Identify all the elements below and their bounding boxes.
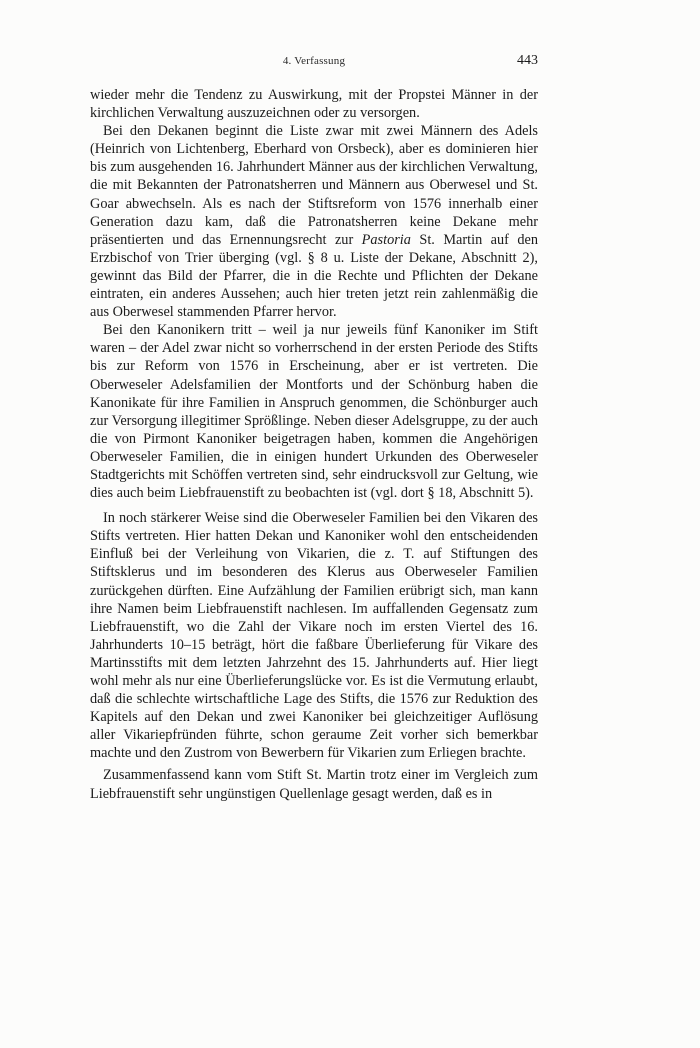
paragraph-zusammenfassung: Zusammenfassend kann vom Stift St. Martin trotz einer im Vergleich zum Liebfrauenstift sehr ungünstigen Quellenlage gesagt werden, daß es in: [90, 767, 538, 802]
page-number: 443: [517, 53, 538, 68]
paragraph-kanoniker: Bei den Kanonikern tritt – weil ja nur jeweils fünf Kanoniker im Stift waren – der Adel zwar nicht so vorherrschend in der ersten Periode des Stifts bis zur Reform von 1576 in Erscheinung, aber er ist vertreten. Die Oberweseler Adelsfamilien der Montforts und der Schönburg haben die Kanonikate für ihre Familien in Anspruch genommen, die Schönburger auch zur Versorgung illegitimer Sprößlinge. Neben dieser Adelsgruppe, zu der auch die von Pirmont Kanoniker beigetragen haben, kommen die Angehörigen Oberweseler Familien, die in einigen hundert Urkunden des Oberweseler Stadtgerichts mit Schöffen vertreten sind, sehr eindrucksvoll zur Geltung, wie dies auch beim Liebfrauenstift zu beobachten ist (vgl. dort § 18, Abschnitt 5).: [90, 322, 538, 502]
paragraph-dekane: [90, 122, 538, 321]
paragraph-continued: wieder mehr die Tendenz zu Auswirkung, mit der Propstei Männer in der kirchlichen Verwaltung auszuzeichnen oder zu versorgen.: [90, 87, 538, 122]
running-title: 4. Verfassung: [282, 55, 346, 67]
pastoria-italic: Pastoria: [361, 231, 411, 248]
paragraph-dekane-text-after: St. Martin auf den Erzbischof von Trier überging (vgl. § 8 u. Liste der Dekane, Abschnitt 2), gewinnt das Bild der Pfarrer, die in die Rechte und Pflichten der Dekane eintraten, ein anderes Aussehen; auch hier treten jetzt rein zahlenmäßig die aus Oberwesel stammenden Pfarrer hervor.: [90, 231, 539, 321]
paragraph-vikare: In noch stärkerer Weise sind die Oberweseler Familien bei den Vikaren des Stifts vertreten. Hier hatten Dekan und Kanoniker wohl den entscheidenden Einfluß bei der Verleihung von Vikarien, die z. T. auf Stiftungen des Stiftsklerus und im besonderen des Klerus aus Oberweseler Familien zurückgehen dürften. Eine Aufzählung der Familien erübrigt sich, man kann ihre Namen beim Liebfrauenstift nachlesen. Im auffallenden Gegensatz zum Liebfrauenstift, wo die Zahl der Vikare noch im ersten Viertel des 16. Jahrhunderts 10–15 beträgt, hört die faßbare Überlieferung für Vikare des Martinsstifts mit dem letzten Jahrzehnt des 15. Jahrhunderts auf. Hier liegt wohl mehr als nur eine Überlieferungslücke vor. Es ist die Vermutung erlaubt, daß die schlechte wirtschaftliche Lage des Stifts, die 1576 zur Reduktion des Kapitels auf den Dekan und zwei Kanoniker bei gleichzeitiger Auflösung aller Vikariepfründen führte, schon geraume Zeit vorher sich bemerkbar machte und den Zustrom von Bewerbern für Vikarien zum Erliegen brachte.: [90, 510, 538, 762]
running-head: [90, 53, 538, 73]
paragraph-dekane-text-before: Bei den Dekanen beginnt die Liste zwar mit zwei Männern des Adels (Heinrich von Lichtenberg, Eberhard von Orsbeck), aber es dominieren hier bis zum ausgehenden 16. Jahrhundert Männer aus der kirchlichen Verwaltung, die mit Bekannten der Patronatsherren und Männern aus Oberwesel und St. Goar abwechseln. Als es nach der Stiftsreform von 1576 innerhalb einer Generation dazu kam, daß die Patronatsherren keine Dekane mehr präsentierten und das Ernennungsrecht zur: [90, 123, 538, 248]
body-text: [90, 86, 538, 803]
